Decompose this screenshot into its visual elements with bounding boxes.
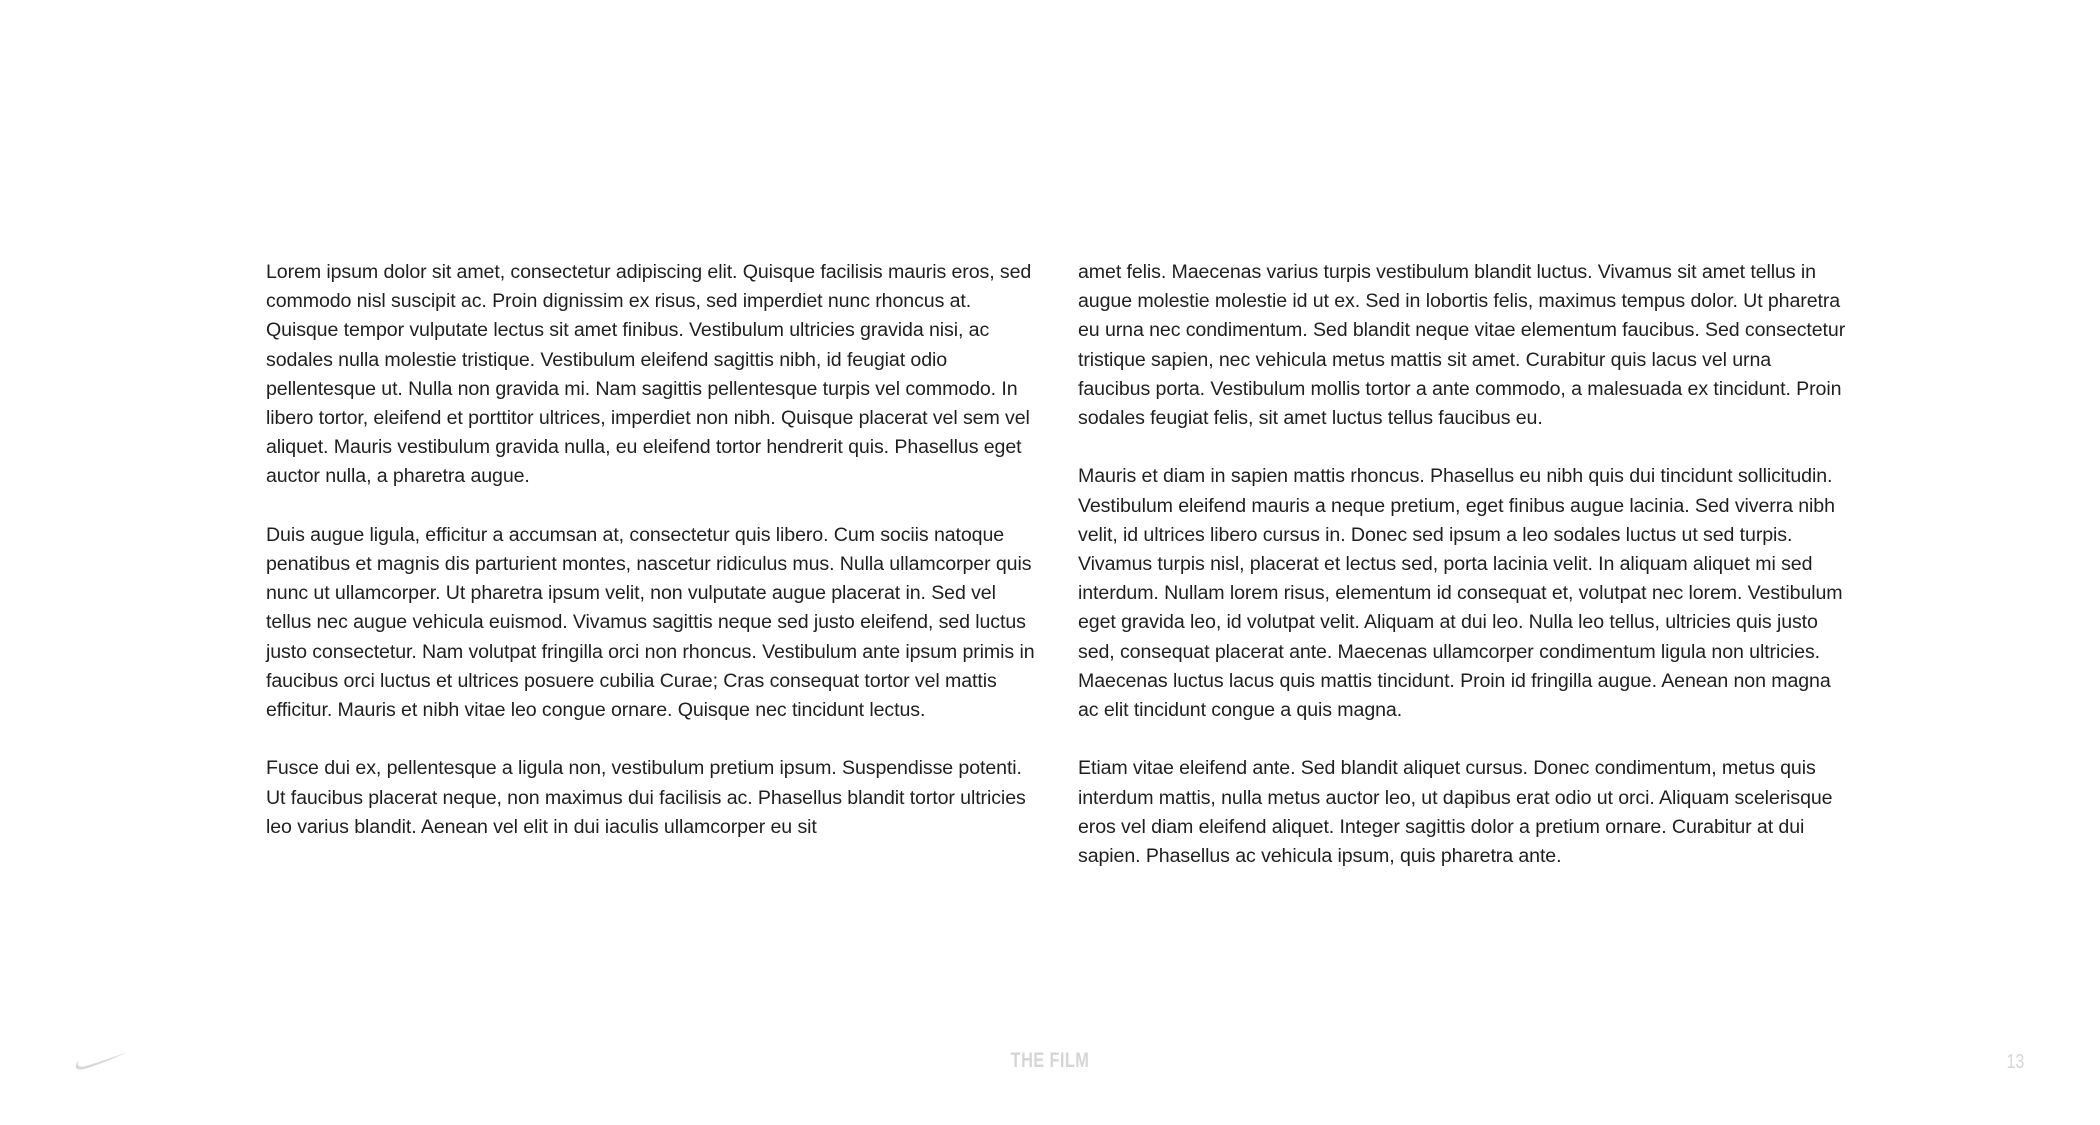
page-number: 13 bbox=[2006, 1051, 2024, 1073]
paragraph: Fusce dui ex, pellentesque a ligula non, vestibulum pretium ipsum. Suspendisse potenti. Ut faucibus placerat neque, non maximus dui facilisis ac. Phasellus blandit tortor ultricies leo varius blandit. Aenean vel elit in dui iaculis ullamcorper eu sit bbox=[266, 757, 1026, 838]
paragraph: Duis augue ligula, efficitur a accumsan at, consectetur quis libero. Cum sociis natoque penatibus et magnis dis parturient montes, nascetur ridiculus mus. Nulla ullamcorper quis nunc ut ullamcorper. Ut pharetra ipsum velit, non vulputate augue placerat in. Sed vel tellus nec augue vehicula euismod. Vivamus sagittis neque sed justo eleifend, sed luctus justo consectetur. Nam volutpat fringilla orci non rhoncus. Vestibulum ante ipsum primis in faucibus orci luctus et ultrices posuere cubilia Curae; Cras consequat tortor vel mattis efficitur. Mauris et nibh vitae leo congue ornare. Quisque nec tincidunt lectus. bbox=[266, 523, 1035, 722]
swoosh-logo-icon bbox=[74, 1050, 130, 1072]
paragraph: Mauris et diam in sapien mattis rhoncus. Phasellus eu nibh quis dui tincidunt sollicitudin. Vestibulum eleifend mauris a neque pretium, eget finibus augue lacinia. Sed viverra nibh velit, id ultrices libero cursus in. Donec sed ipsum a leo sodales luctus ut sed turpis. Vivamus turpis nisl, placerat et lectus sed, porta lacinia velit. In aliquam aliquet mi sed interdum. Nullam lorem risus, elementum id consequat et, volutpat nec lorem. Vestibulum eget gravida leo, id volutpat velit. Aliquam at dui leo. Nulla leo tellus, ultricies quis justo sed, consequat placerat ante. Maecenas ullamcorper condimentum ligula non ultricies. Maecenas luctus lacus quis mattis tincidunt. Proin id fringilla augue. Aenean non magna ac elit tincidunt congue a quis magna. bbox=[1078, 465, 1843, 722]
text-column-left bbox=[266, 258, 1036, 871]
text-column-right bbox=[1078, 258, 1848, 900]
paragraph: Lorem ipsum dolor sit amet, consectetur adipiscing elit. Quisque facilisis mauris eros, sed commodo nisl suscipit ac. Proin dignissim ex risus, sed imperdiet nunc rhoncus at. Quisque tempor vulputate lectus sit amet finibus. Vestibulum ultricies gravida nisi, ac sodales nulla molestie tristique. Vestibulum eleifend sagittis nibh, id feugiat odio pellentesque ut. Nulla non gravida mi. Nam sagittis pellentesque turpis vel commodo. In libero tortor, eleifend et porttitor ultrices, imperdiet non nibh. Quisque placerat vel sem vel aliquet. Mauris vestibulum gravida nulla, eu eleifend tortor hendrerit quis. Phasellus eget auctor nulla, a pharetra augue. bbox=[266, 261, 1032, 488]
paragraph: amet felis. Maecenas varius turpis vestibulum blandit luctus. Vivamus sit amet tellus in augue molestie molestie id ut ex. Sed in lobortis felis, maximus tempus dolor. Ut pharetra eu urna nec condimentum. Sed blandit neque vitae elementum faucibus. Sed consectetur tristique sapien, nec vehicula metus mattis sit amet. Curabitur quis lacus vel urna faucibus porta. Vestibulum mollis tortor a ante commodo, a malesuada ex tincidunt. Proin sodales feugiat felis, sit amet luctus tellus faucibus eu. bbox=[1078, 261, 1846, 430]
footer-section-title: THE FILM bbox=[1010, 1049, 1090, 1072]
paragraph: Etiam vitae eleifend ante. Sed blandit aliquet cursus. Donec condimentum, metus quis interdum mattis, nulla metus auctor leo, ut dapibus erat odio ut orci. Aliquam scelerisque eros vel diam eleifend aliquet. Integer sagittis dolor a pretium ornare. Curabitur at dui sapien. Phasellus ac vehicula ipsum, quis pharetra ante. bbox=[1078, 757, 1833, 868]
